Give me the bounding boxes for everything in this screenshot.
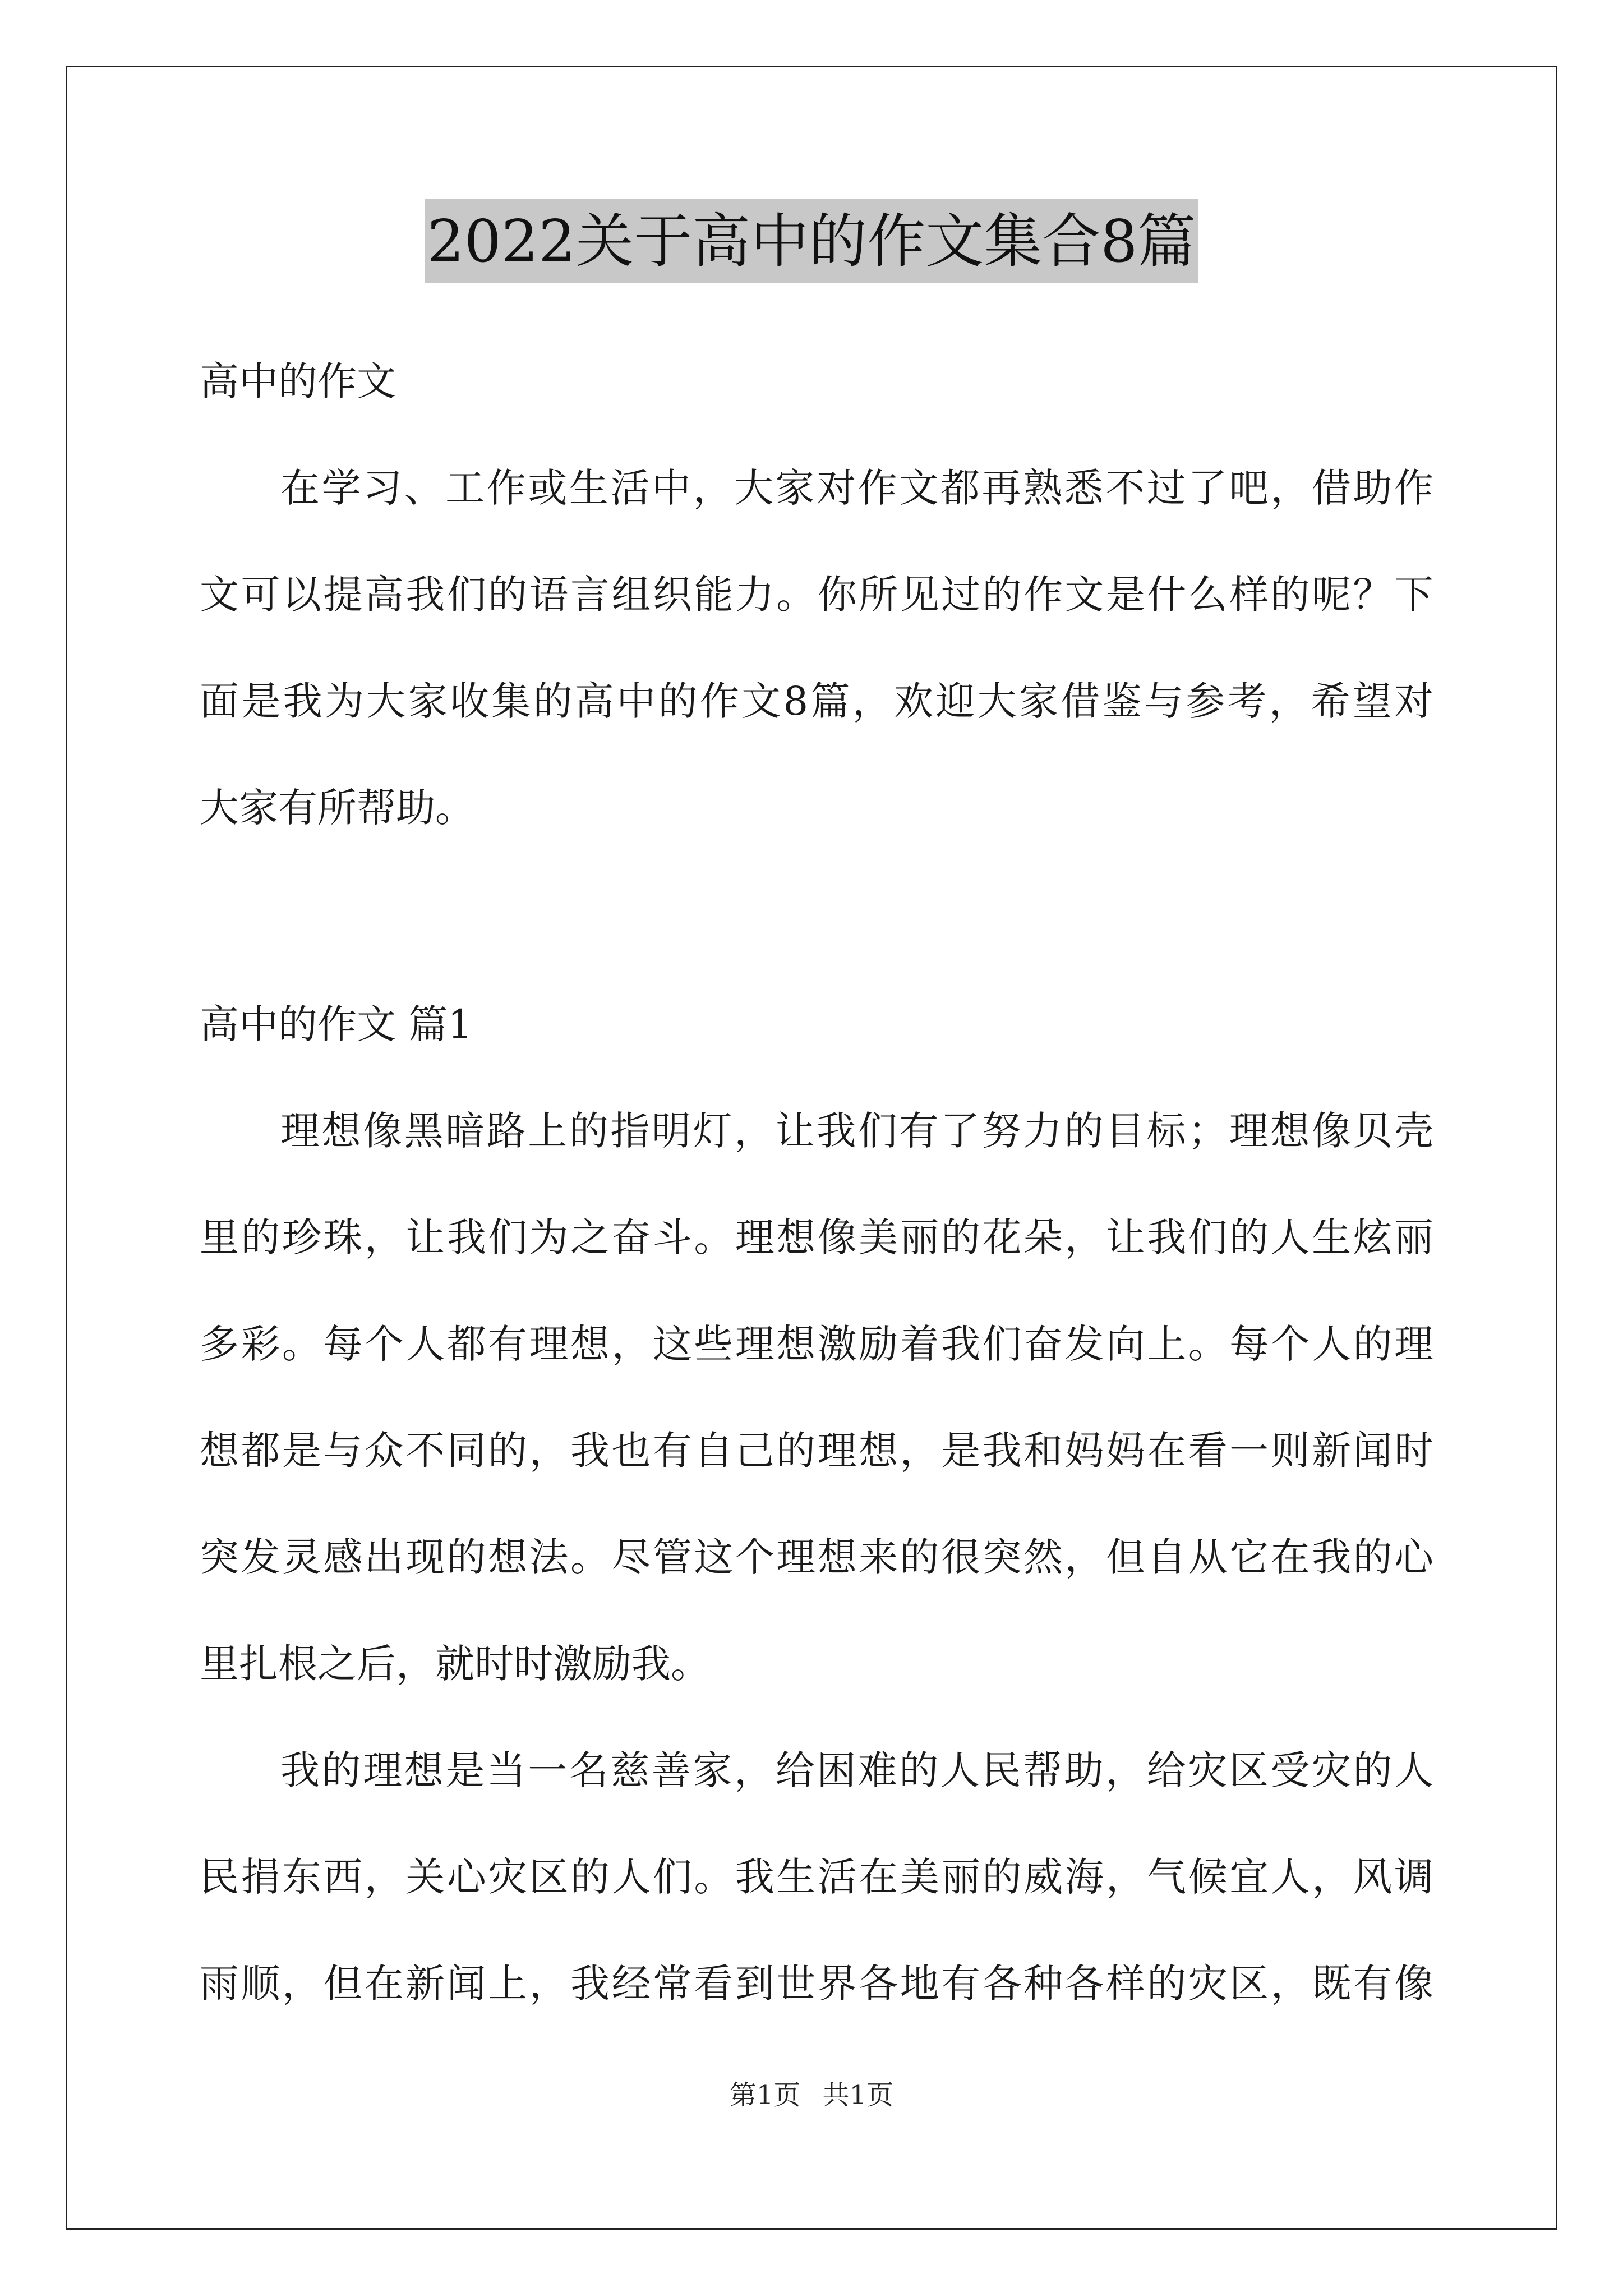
paragraph-line: 理想像黑暗路上的指明灯，让我们有了努力的目标；理想像贝壳 (280, 1108, 1433, 1154)
intro-line: 大家有所帮助。 (200, 785, 474, 831)
paragraph-line: 里扎根之后，就时时激励我。 (200, 1641, 710, 1687)
title-container (0, 199, 1623, 283)
document-title: 2022关于高中的作文集合8篇 (425, 199, 1198, 283)
intro-line: 在学习、工作或生活中，大家对作文都再熟悉不过了吧，借助作 (280, 465, 1433, 511)
page-footer (0, 2078, 1623, 2112)
total-pages: 共1页 (822, 2079, 894, 2111)
intro-line: 文可以提高我们的语言组织能力。你所见过的作文是什么样的呢？下 (200, 572, 1433, 618)
page-number: 第1页 (729, 2079, 801, 2111)
article-heading: 高中的作文 篇1 (200, 1001, 473, 1047)
paragraph-line: 突发灵感出现的想法。尽管这个理想来的很突然，但自从它在我的心 (200, 1534, 1433, 1580)
paragraph-line: 多彩。每个人都有理想，这些理想激励着我们奋发向上。每个人的理 (200, 1321, 1433, 1367)
paragraph-line: 雨顺，但在新闻上，我经常看到世界各地有各种各样的灾区，既有像 (200, 1961, 1433, 2007)
section-heading: 高中的作文 (200, 358, 396, 404)
paragraph-line: 我的理想是当一名慈善家，给困难的人民帮助，给灾区受灾的人 (280, 1747, 1433, 1793)
paragraph-line: 民捐东西，关心灾区的人们。我生活在美丽的威海，气候宜人，风调 (200, 1854, 1433, 1900)
paragraph-line: 想都是与众不同的，我也有自己的理想，是我和妈妈在看一则新闻时 (200, 1428, 1433, 1474)
intro-line: 面是我为大家收集的高中的作文8篇，欢迎大家借鉴与参考，希望对 (200, 678, 1433, 724)
paragraph-line: 里的珍珠，让我们为之奋斗。理想像美丽的花朵，让我们的人生炫丽 (200, 1214, 1433, 1260)
